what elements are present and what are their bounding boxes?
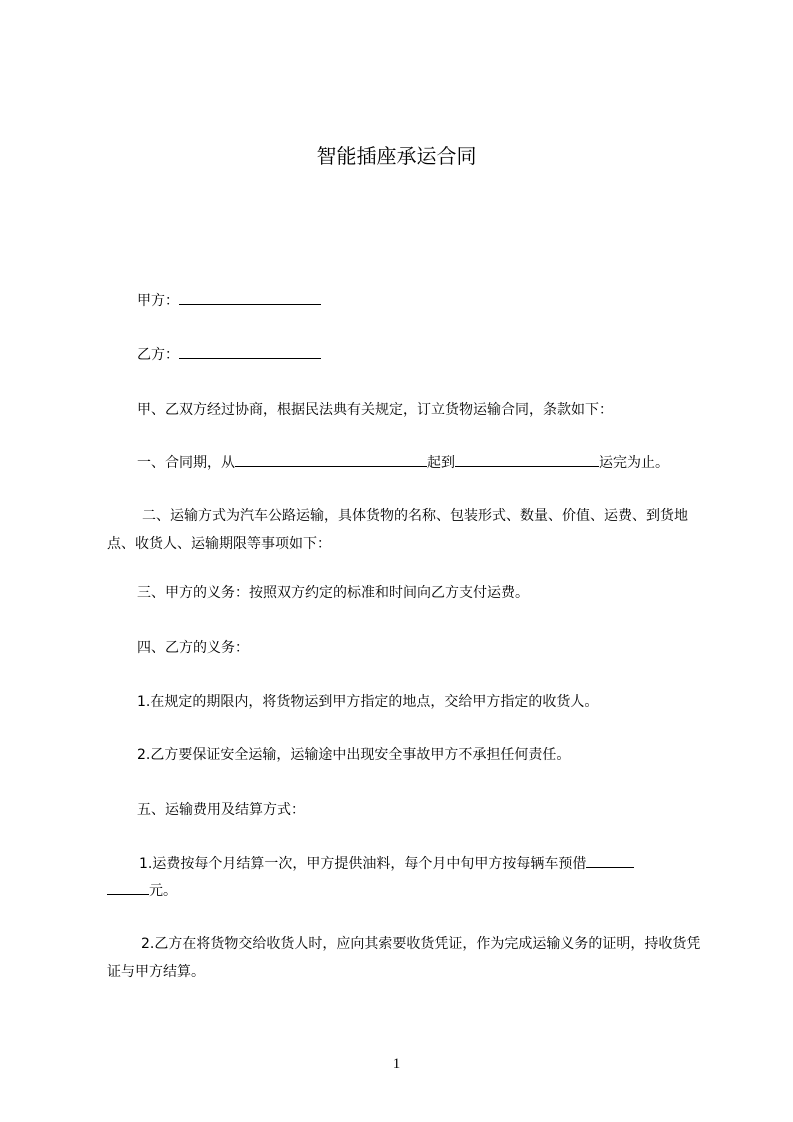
- clause-3: 三、甲方的义务：按照双方约定的标准和时间向乙方支付运费。: [137, 585, 529, 601]
- clause-2: 二、运输方式为汽车公路运输，具体货物的名称、包装形式、数量、价值、运费、到货地点、收货人、运输期限等事项如下：: [107, 508, 688, 552]
- intro-paragraph: 甲、乙双方经过协商，根据民法典有关规定，订立货物运输合同，条款如下：: [137, 402, 613, 418]
- clause-1-suffix: 运完为止。: [599, 455, 669, 471]
- clause-5-item-1-text: 1.运费按每个月结算一次，甲方提供油料，每个月中旬甲方按每辆车预借: [139, 856, 587, 872]
- party-b-label: 乙方：: [137, 347, 179, 363]
- party-b-blank: [179, 341, 321, 359]
- clause-1-end-blank: [455, 449, 599, 467]
- clause-5-amount-blank-2: [107, 877, 149, 895]
- party-a-line: [137, 287, 737, 315]
- clause-5-item-2: 2.乙方在将货物交给收货人时，应向其索要收货凭证，作为完成运输义务的证明，持收货凭证与甲方结算。: [107, 936, 701, 980]
- clause-5-amount-blank-1: [586, 850, 634, 868]
- clause-1: [137, 449, 737, 477]
- party-b-line: [137, 341, 737, 369]
- clause-5-heading: 五、运输费用及结算方式：: [137, 802, 305, 818]
- party-a-blank: [179, 287, 321, 305]
- party-a-label: 甲方：: [137, 293, 179, 309]
- page-number: 1: [392, 1056, 401, 1072]
- clause-4-heading: 四、乙方的义务：: [137, 640, 249, 656]
- clause-1-middle: 起到: [427, 455, 455, 471]
- clause-5-item-1-suffix: 元。: [149, 883, 177, 899]
- clause-5-item-1-line-2: [107, 877, 707, 905]
- clause-1-prefix: 一、合同期，从: [137, 455, 235, 471]
- document-title: 智能插座承运合同: [316, 144, 477, 168]
- clause-4-item-2: 2.乙方要保证安全运输，运输途中出现安全事故甲方不承担任何责任。: [137, 747, 571, 763]
- clause-1-start-blank: [235, 449, 427, 467]
- clause-4-item-1: 1.在规定的期限内，将货物运到甲方指定的地点，交给甲方指定的收货人。: [137, 694, 599, 710]
- clause-5-item-1-line-1: [139, 850, 739, 878]
